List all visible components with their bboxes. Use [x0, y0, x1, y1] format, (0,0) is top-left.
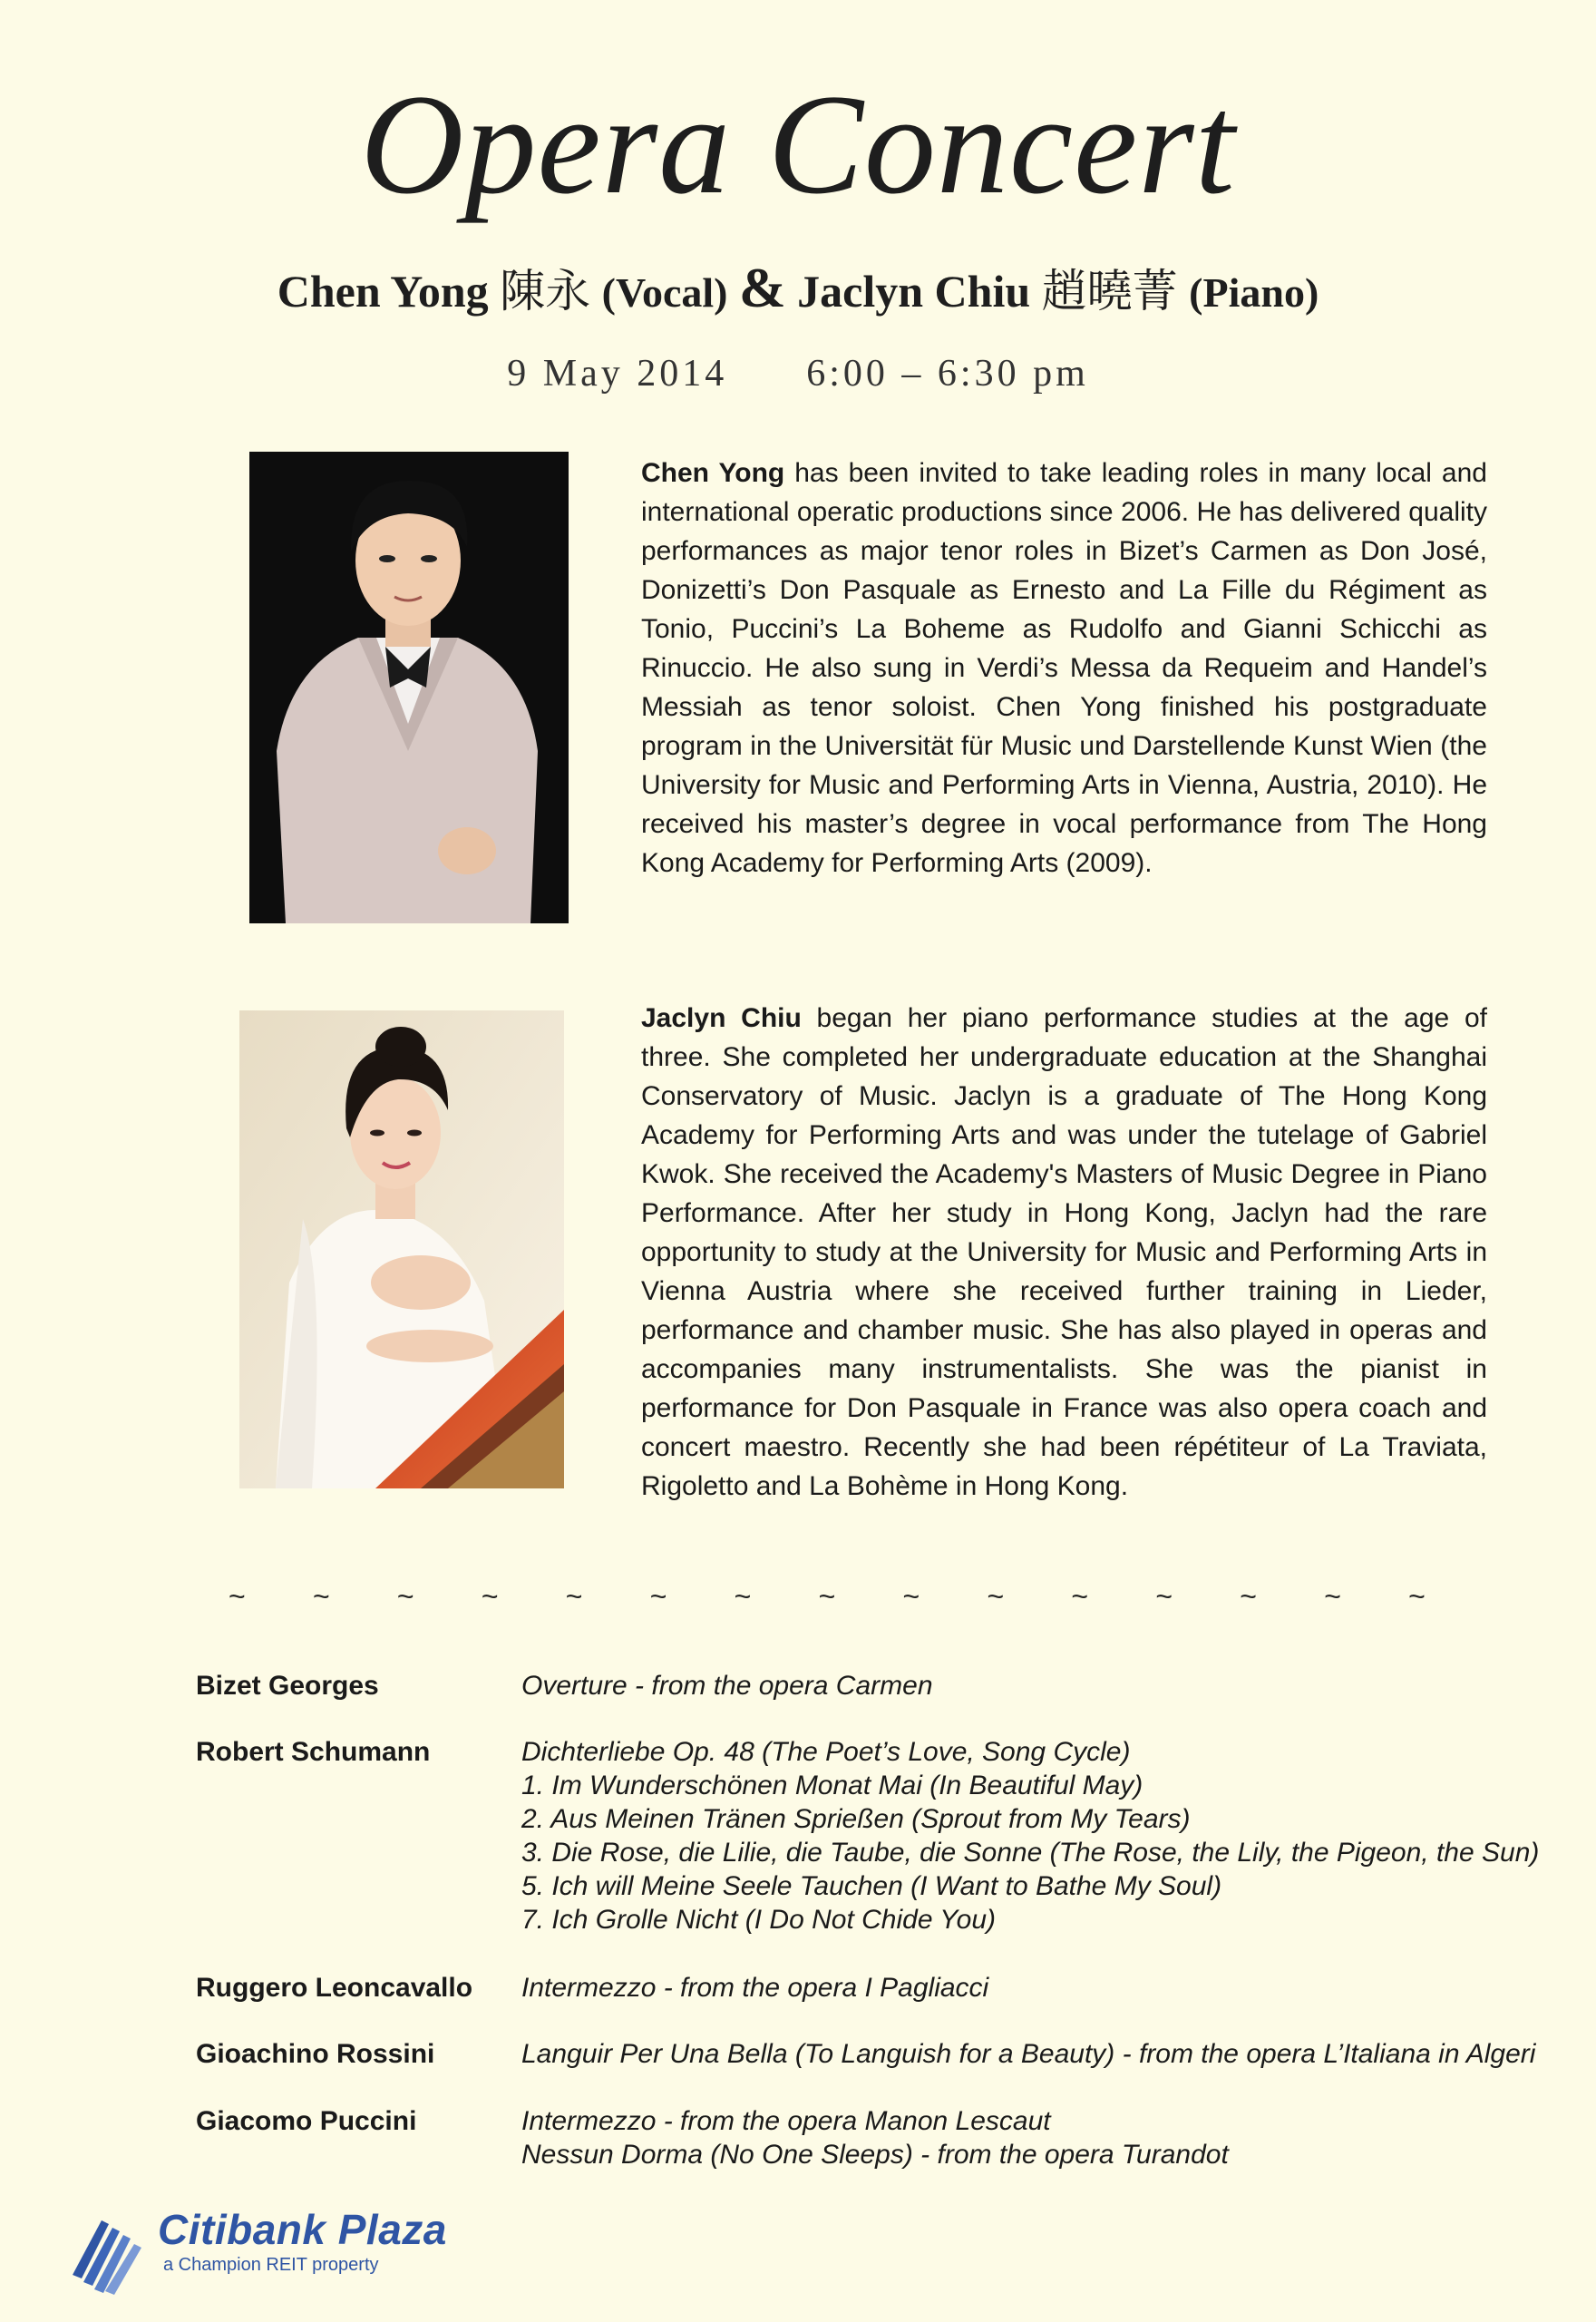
event-datetime	[0, 346, 1596, 401]
work-title: Intermezzo - from the opera I Pagliacci	[521, 1973, 989, 2003]
ampersand: &	[739, 258, 786, 319]
program-works	[521, 1669, 933, 1702]
composer-name: Giacomo Puccini	[196, 2106, 417, 2136]
performers-line	[0, 256, 1596, 326]
tilde: ~	[734, 1580, 752, 1613]
chen-yong-photo	[249, 452, 569, 923]
jaclyn-chiu-bio	[641, 999, 1487, 1506]
chen-yong-bio-text: has been invited to take leading roles in many local and international operatic productions since 2006. He has delivered quality performances as major tenor roles in Bizet’s Carmen as Don José, Donizetti’s Don Pasquale as Ernesto and La Fille du Régiment as Tonio, Puccini’s La Boheme as Rudolfo and Gianni Schicchi as Rinuccio. He also sung in Verdi’s Messa da Requeim and Handel’s Messiah as tenor soloist. Chen Yong finished his postgraduate program in the Universität für Music und Darstellende Kunst Wien (the University for Music and Performing Arts in Vienna, Austria, 2010). He received his master’s degree in vocal performance from The Hong Kong Academy for Performing Arts (2009).	[641, 458, 1487, 878]
citibank-plaza-logo	[65, 2204, 482, 2295]
tilde-divider	[229, 1580, 1426, 1614]
tilde: ~	[1408, 1580, 1426, 1613]
tilde: ~	[649, 1580, 667, 1613]
program-works	[521, 2037, 1535, 2071]
work-title: 5. Ich will Meine Seele Tauchen (I Want to Bathe My Soul)	[521, 1871, 1222, 1901]
event-time: 6:00 – 6:30 pm	[806, 353, 1089, 395]
composer-name: Gioachino Rossini	[196, 2039, 435, 2069]
work-title: Intermezzo - from the opera Manon Lescaut	[521, 2106, 1051, 2136]
performer1-name: Chen Yong	[277, 266, 489, 317]
tilde: ~	[818, 1580, 836, 1613]
work-title: Overture - from the opera Carmen	[521, 1671, 933, 1701]
tilde: ~	[1071, 1580, 1089, 1613]
tilde: ~	[396, 1580, 414, 1613]
event-date: 9 May 2014	[507, 353, 728, 395]
chen-yong-bio-name: Chen Yong	[641, 458, 785, 488]
jaclyn-chiu-photo	[239, 1010, 564, 1488]
citibank-plaza-logo-icon	[65, 2211, 147, 2295]
tilde: ~	[1324, 1580, 1341, 1613]
tilde: ~	[481, 1580, 499, 1613]
tilde: ~	[565, 1580, 583, 1613]
work-title: 1. Im Wunderschönen Monat Mai (In Beautiful May)	[521, 1771, 1143, 1800]
performer2-role: (Piano)	[1189, 269, 1319, 316]
work-title: 2. Aus Meinen Tränen Sprießen (Sprout from My Tears)	[521, 1804, 1191, 1834]
performer1-cjk-name: 陳永	[500, 265, 591, 317]
tilde: ~	[1155, 1580, 1173, 1613]
tilde: ~	[229, 1580, 246, 1613]
jaclyn-chiu-bio-name: Jaclyn Chiu	[641, 1003, 802, 1033]
composer-name: Robert Schumann	[196, 1737, 431, 1767]
composer-name: Bizet Georges	[196, 1671, 379, 1701]
tilde: ~	[902, 1580, 920, 1613]
composer-name: Ruggero Leoncavallo	[196, 1973, 473, 2003]
performer2-cjk-name: 趙曉菁	[1041, 265, 1178, 317]
program-works	[521, 2104, 1229, 2171]
program-works	[521, 1971, 988, 2005]
tilde: ~	[312, 1580, 330, 1613]
logo-tagline: a Champion REIT property	[163, 2255, 379, 2275]
work-title: Dichterliebe Op. 48 (The Poet’s Love, Song Cycle)	[521, 1737, 1131, 1767]
tilde: ~	[1240, 1580, 1257, 1613]
performer1-role: (Vocal)	[601, 269, 728, 316]
work-title: 3. Die Rose, die Lilie, die Taube, die Sonne (The Rose, the Lily, the Pigeon, the Sun)	[521, 1838, 1540, 1868]
work-title: Languir Per Una Bella (To Languish for a Beauty) - from the opera L’Italiana in Algeri	[521, 2039, 1536, 2069]
page-title: Opera Concert	[360, 65, 1236, 224]
performer2-name: Jaclyn Chiu	[797, 266, 1031, 317]
jaclyn-chiu-bio-text: began her piano performance studies at the age of three. She completed her undergraduate education at the Shanghai Conservatory of Music. Jaclyn is a graduate of The Hong Kong Academy for Performing Arts and was under the tutelage of Gabriel Kwok. She received the Academy's Masters of Music Degree in Piano Performance. After her study in Hong Kong, Jaclyn had the rare opportunity to study at the University for Music and Performing Arts in Vienna Austria where she received further training in Lieder, performance and chamber music. She has also played in operas and accompanies many instrumentalists. She was the pianist in performance for Don Pasquale in France was also opera coach and concert maestro. Recently she had been répétiteur of La Traviata, Rigoletto and La Bohème in Hong Kong.	[641, 1003, 1488, 1501]
logo-name: Citibank Plaza	[158, 2206, 447, 2253]
chen-yong-bio	[641, 454, 1487, 883]
program-works	[521, 1735, 1539, 1937]
work-title: Nessun Dorma (No One Sleeps) - from the opera Turandot	[521, 2140, 1229, 2170]
work-title: 7. Ich Grolle Nicht (I Do Not Chide You)	[521, 1905, 997, 1935]
tilde: ~	[987, 1580, 1005, 1613]
